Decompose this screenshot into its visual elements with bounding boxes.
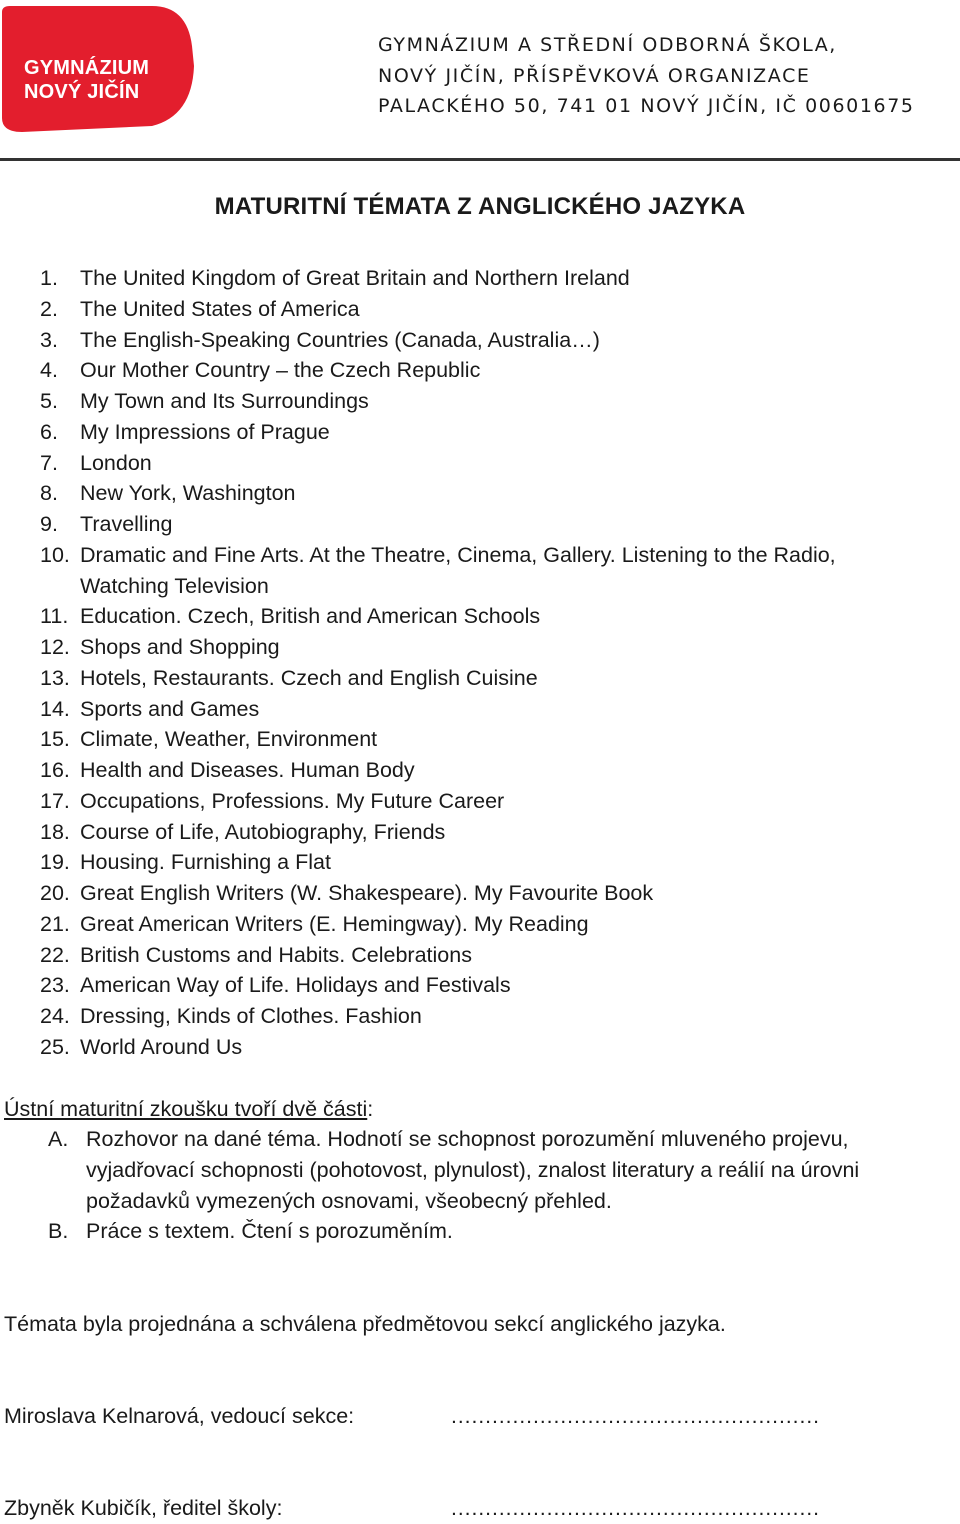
signature-line-director: ……………………………………………… [450, 1496, 819, 1520]
topic-text: New York, Washington [80, 481, 296, 506]
header-line-1: GYMNÁZIUM A STŘEDNÍ ODBORNÁ ŠKOLA, [378, 34, 837, 56]
topic-number: 11. [40, 604, 69, 629]
topic-item [40, 663, 900, 694]
topic-number: 17. [40, 788, 70, 813]
topic-text: Health and Diseases. Human Body [80, 758, 415, 782]
exam-part-item [48, 1216, 936, 1247]
topic-text: The United Kingdom of Great Britain and Northern Ireland [80, 266, 630, 290]
exam-part-text: Práce s textem. Čtení s porozuměním. [86, 1219, 453, 1244]
topic-number: 10. [40, 542, 70, 567]
topic-item [40, 694, 900, 725]
topic-item [40, 448, 900, 479]
topic-text: Our Mother Country – the Czech Republic [80, 358, 481, 383]
topic-number: 18. [40, 819, 70, 844]
topic-number: 1. [40, 266, 58, 290]
topic-item [40, 417, 900, 448]
topic-list [40, 263, 900, 1063]
topic-item [40, 755, 900, 786]
topic-text: Hotels, Restaurants. Czech and English Cuisine [80, 665, 538, 690]
topic-number: 21. [40, 911, 70, 936]
exam-part-item [48, 1124, 936, 1216]
topic-text: Sports and Games [80, 696, 260, 721]
topic-item [40, 632, 900, 663]
topic-item [40, 724, 900, 755]
topic-text: My Town and Its Surroundings [80, 389, 369, 413]
topic-item [40, 847, 900, 878]
topic-text: Great American Writers (E. Hemingway). My Reading [80, 911, 589, 936]
topic-item [40, 1032, 900, 1063]
topic-number: 14. [40, 696, 70, 721]
topic-text: Education. Czech, British and American Schools [80, 604, 541, 629]
header-line-3: PALACKÉHO 50, 741 01 NOVÝ JIČÍN, IČ 00601675 [378, 95, 915, 117]
topic-text: Shops and Shopping [80, 635, 280, 659]
topic-number: 7. [40, 450, 58, 475]
topic-number: 19. [40, 850, 70, 875]
logo-text [24, 56, 149, 104]
topic-item [40, 786, 900, 817]
topic-item [40, 970, 900, 1001]
topic-number: 22. [40, 942, 70, 967]
topic-number: 8. [40, 481, 58, 506]
signature-label-director: Zbyněk Kubičík, ředitel školy: [4, 1496, 283, 1520]
topic-text: My Impressions of Prague [80, 419, 330, 444]
topic-item [40, 386, 900, 417]
topic-item [40, 878, 900, 909]
header-divider [0, 158, 960, 161]
exam-parts-list [48, 1124, 936, 1247]
topic-number: 6. [40, 419, 58, 444]
topic-text: Dressing, Kinds of Clothes. Fashion [80, 1004, 422, 1028]
topic-item [40, 294, 900, 325]
topic-number: 20. [40, 881, 70, 905]
topic-item [40, 1001, 900, 1032]
topic-text: World Around Us [80, 1034, 243, 1059]
topic-text: Housing. Furnishing a Flat [80, 850, 331, 875]
topic-text: American Way of Life. Holidays and Festivals [80, 973, 511, 998]
topic-text: The United States of America [80, 296, 360, 321]
topic-text: Dramatic and Fine Arts. At the Theatre, Cinema, Gallery. Listening to the Radio, Watching Television [80, 542, 836, 598]
topic-number: 2. [40, 296, 58, 321]
topic-text: Travelling [80, 512, 173, 536]
topic-item [40, 909, 900, 940]
exam-parts-heading [4, 1094, 373, 1125]
topic-number: 23. [40, 973, 70, 998]
exam-parts-heading-colon: : [367, 1097, 374, 1121]
topic-text: Climate, Weather, Environment [80, 727, 378, 752]
logo-line-1: GYMNÁZIUM [24, 57, 150, 79]
topic-number: 3. [40, 327, 58, 352]
page-title: MATURITNÍ TÉMATA Z ANGLICKÉHO JAZYKA [214, 193, 746, 220]
topic-number: 25. [40, 1034, 70, 1059]
topic-item [40, 940, 900, 971]
topic-item [40, 601, 900, 632]
topic-text: The English-Speaking Countries (Canada, Australia…) [80, 327, 600, 352]
topic-item [40, 509, 900, 540]
signature-line-section-head: ……………………………………………… [450, 1404, 819, 1428]
topic-text: Occupations, Professions. My Future Career [80, 788, 505, 813]
topic-text: British Customs and Habits. Celebrations [80, 942, 472, 967]
topic-number: 15. [40, 727, 70, 752]
topic-number: 16. [40, 758, 70, 782]
school-header [378, 30, 915, 122]
topic-number: 5. [40, 389, 58, 413]
topic-text: Great English Writers (W. Shakespeare). My Favourite Book [80, 881, 654, 905]
header-line-2: NOVÝ JIČÍN, PŘÍSPĚVKOVÁ ORGANIZACE [378, 64, 811, 87]
topic-item [40, 817, 900, 848]
topic-item [40, 540, 900, 602]
exam-part-letter: B. [48, 1219, 69, 1244]
exam-parts-heading-text: Ústní maturitní zkoušku tvoří dvě části [4, 1097, 368, 1121]
topic-number: 24. [40, 1004, 70, 1028]
approval-statement: Témata byla projednána a schválena předmětovou sekcí anglického jazyka. [4, 1312, 726, 1336]
topic-item [40, 355, 900, 386]
topic-item [40, 478, 900, 509]
topic-number: 13. [40, 665, 70, 690]
topic-text: Course of Life, Autobiography, Friends [80, 819, 446, 844]
exam-part-letter: A. [48, 1127, 69, 1151]
topic-number: 4. [40, 358, 58, 383]
topic-item [40, 263, 900, 294]
exam-part-text: Rozhovor na dané téma. Hodnotí se schopnost porozumění mluveného projevu, vyjadřovací schopnosti (pohotovost, plynulost), znalost literatury a reálií na úrovni požadavků vymezených osnovami, všeobecný přehled. [86, 1127, 860, 1213]
topic-item [40, 325, 900, 356]
school-logo [2, 6, 194, 132]
logo-line-2: NOVÝ JIČÍN [24, 81, 140, 103]
topic-number: 12. [40, 635, 70, 659]
topic-number: 9. [40, 512, 58, 536]
signature-label-section-head: Miroslava Kelnarová, vedoucí sekce: [4, 1404, 355, 1428]
topic-text: London [80, 450, 152, 475]
